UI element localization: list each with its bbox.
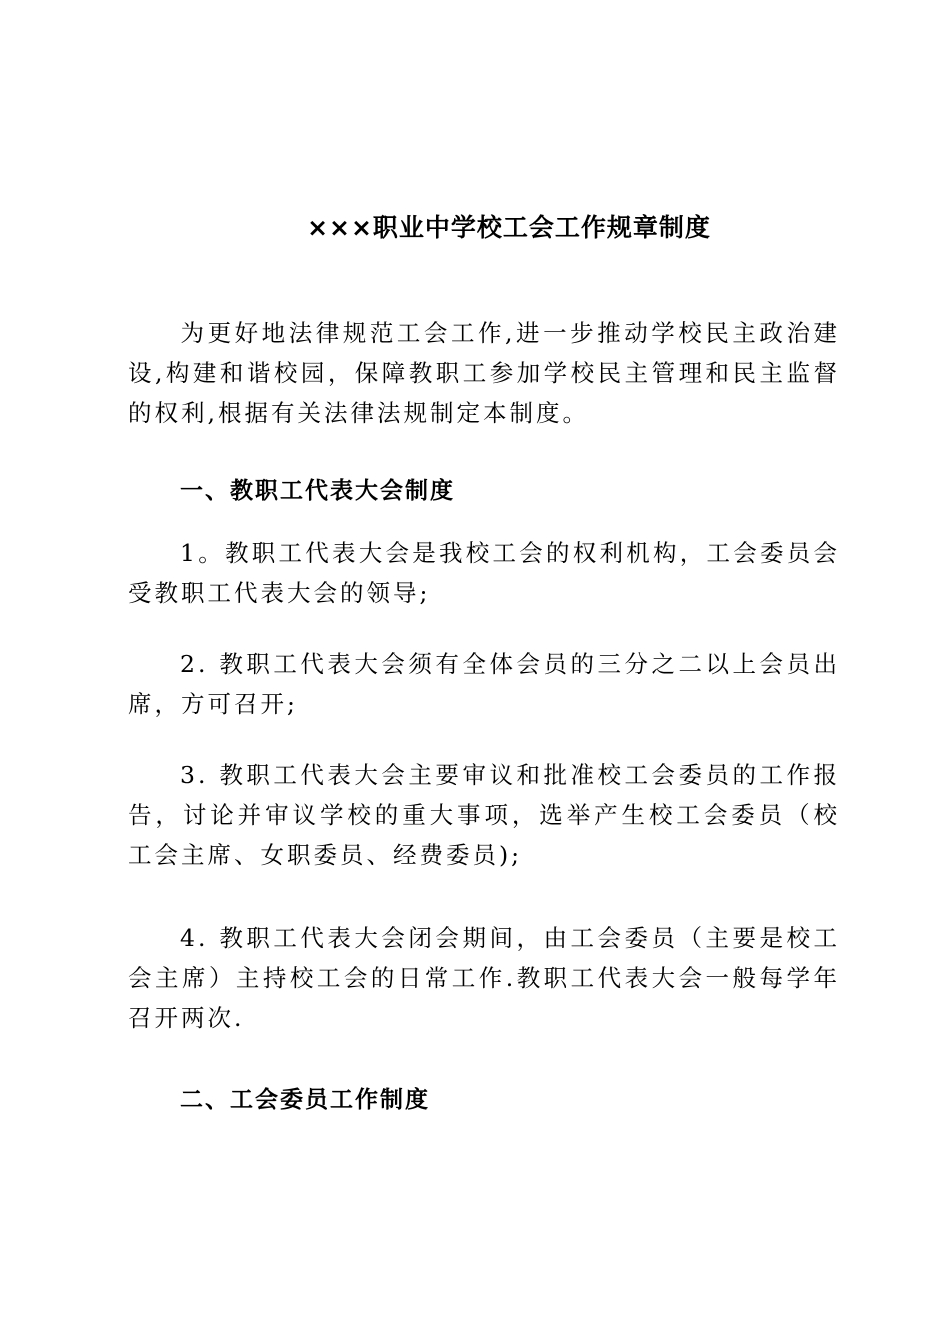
section-1-item-4 (128, 918, 840, 1038)
intro-text: 为更好地法律规范工会工作,进一步推动学校民主政治建设,构建和谐校园，保障教职工参加学校民主管理和民主监督的权利,根据有关法律法规制定本制度。 (128, 319, 840, 427)
item-text: 2. 教职工代表大会须有全体会员的三分之二以上会员出席，方可召开; (128, 650, 841, 718)
section-heading-2: 二、工会委员工作制度 (180, 1087, 430, 1113)
section-heading-1: 一、教职工代表大会制度 (180, 478, 455, 504)
item-text: 4. 教职工代表大会闭会期间，由工会委员（主要是校工会主席）主持校工会的日常工作.教职工代表大会一般每学年召开两次. (128, 924, 841, 1032)
document-title: ×××职业中学校工会工作规章制度 (307, 213, 711, 242)
section-1-item-2 (128, 644, 840, 724)
intro-paragraph (128, 313, 840, 433)
item-text: 1。教职工代表大会是我校工会的权利机构，工会委员会受教职工代表大会的领导; (128, 539, 840, 607)
section-1-item-1 (128, 533, 840, 613)
item-text: 3. 教职工代表大会主要审议和批准校工会委员的工作报告，讨论并审议学校的重大事项，选举产生校工会委员（校工会主席、女职委员、经费委员); (128, 761, 841, 869)
section-1-item-3 (128, 755, 840, 875)
